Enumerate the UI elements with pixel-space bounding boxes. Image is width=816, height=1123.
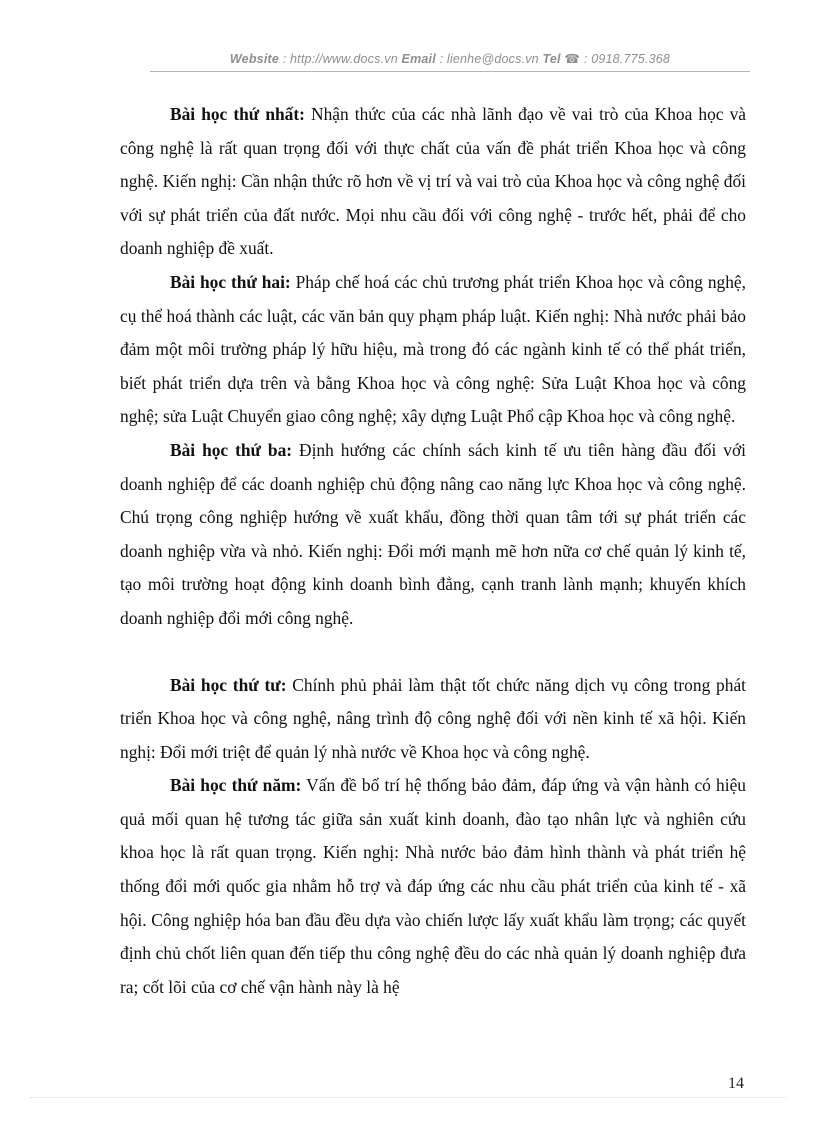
lesson-3-heading: Bài học thứ ba: [170,439,293,460]
website-value: : http://www.docs.vn [279,52,402,66]
lesson-2-heading: Bài học thứ hai: [170,271,291,292]
header-divider [150,71,750,72]
lesson-1-heading: Bài học thứ nhất: [170,104,305,124]
email-label: Email [401,52,436,66]
document-body [120,98,746,1004]
tel-label: Tel [542,52,561,66]
paragraph-lesson-3 [120,434,746,636]
paragraph-lesson-1 [120,98,746,266]
paragraph-lesson-5 [120,769,746,1004]
phone-icon: ☎ [564,52,581,66]
paragraph-lesson-2 [120,266,746,434]
tel-value: : 0918.775.368 [580,52,671,66]
email-value: : lienhe@docs.vn [435,52,543,66]
page-header [150,51,750,66]
footer-divider [30,1097,786,1098]
lesson-5-text: Vấn đề bố trí hệ thống bảo đảm, đáp ứng và vận hành có hiệu quả mối quan hệ tương tác giữa sản xuất kinh doanh, đào tạo nhân lực và nghiên cứu khoa học là rất quan trọng. Kiến nghị: Nhà nước bảo đảm hình thành và phát triển hệ thống đổi mới quốc gia nhằm hỗ trợ và đáp ứng các nhu cầu phát triển của kinh tế - xã hội. Công nghiệp hóa ban đầu đều dựa vào chiến lược lấy xuất khẩu làm trọng; các quyết định chủ chốt liên quan đến tiếp thu công nghệ đều do các nhà quản lý doanh nghiệp đưa ra; cốt lõi của cơ chế vận hành này là hệ [120,775,746,997]
lesson-1-text: Nhận thức của các nhà lãnh đạo về vai trò của Khoa học và công nghệ là rất quan trọng đối với thực chất của vấn đề phát triển Khoa học và công nghệ. Kiến nghị: Cần nhận thức rõ hơn về vị trí và vai trò của Khoa học và công nghệ đối với sự phát triển của đất nước. Mọi nhu cầu đối với công nghệ - trước hết, phải để cho doanh nghiệp đề xuất. [120,104,747,259]
lesson-5-heading: Bài học thứ năm: [170,775,302,796]
page-number: 14 [728,1075,744,1092]
lesson-2-text: Pháp chế hoá các chủ trương phát triển Khoa học và công nghệ, cụ thể hoá thành các luật, các văn bản quy phạm pháp luật. Kiến nghị: Nhà nước phải bảo đảm một môi trường pháp lý hữu hiệu, mà trong đó các ngành kinh tế có thể phát triển, biết phát triển dựa trên và bằng Khoa học và công nghệ: Sửa Luật Khoa học và công nghệ; sửa Luật Chuyển giao công nghệ; xây dựng Luật Phổ cập Khoa học và công nghệ. [120,271,746,427]
lesson-4-text: Chính phủ phải làm thật tốt chức năng dịch vụ công trong phát triển Khoa học và công nghệ, nâng trình độ công nghệ đối với nền kinh tế xã hội. Kiến nghị: Đổi mới triệt để quản lý nhà nước về Khoa học và công nghệ. [120,674,746,762]
lesson-4-heading: Bài học thứ tư: [170,674,287,695]
lesson-3-text: Định hướng các chính sách kinh tế ưu tiên hàng đầu đối với doanh nghiệp để các doanh nghiệp chủ động nâng cao năng lực Khoa học và công nghệ. Chú trọng công nghiệp hướng về xuất khẩu, đồng thời quan tâm tới sự phát triển các doanh nghiệp vừa và nhỏ. Kiến nghị: Đổi mới mạnh mẽ hơn nữa cơ chế quản lý kinh tế, tạo môi trường hoạt động kinh doanh bình đẳng, cạnh tranh lành mạnh; khuyến khích doanh nghiệp đổi mới công nghệ. [120,439,746,628]
website-label: Website [229,52,280,66]
paragraph-lesson-4 [120,669,746,770]
